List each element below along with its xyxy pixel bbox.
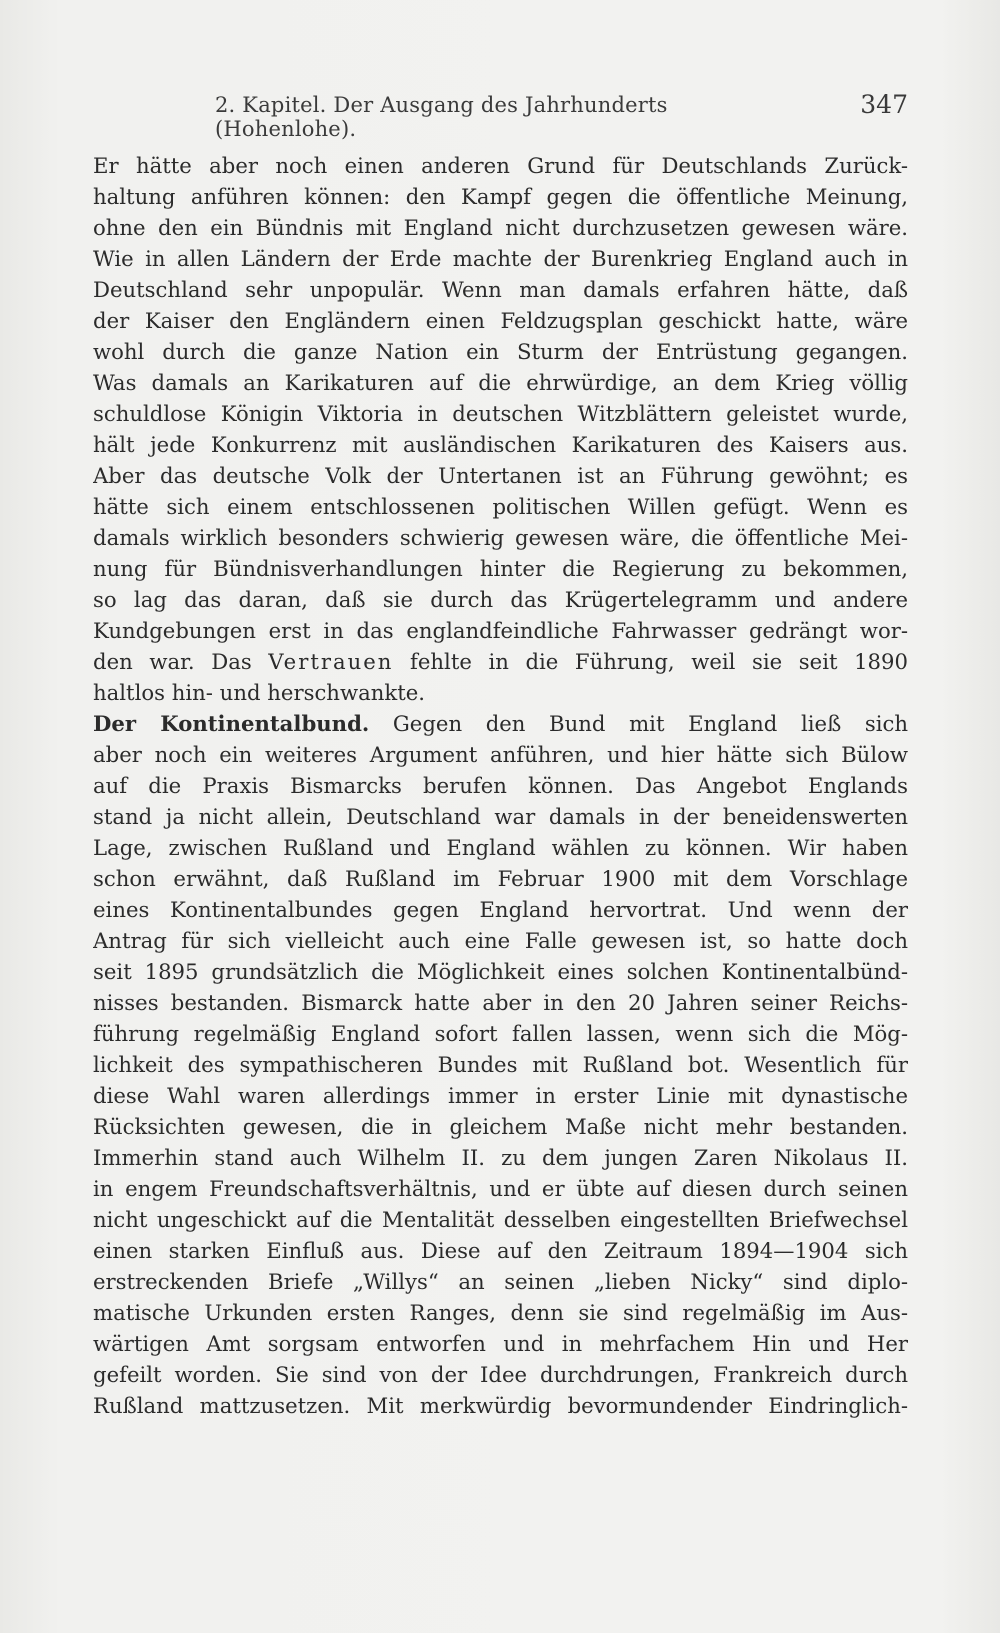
- text-line: hätte sich einem entschlossenen politischen Willen gefügt. Wenn es: [93, 494, 908, 519]
- section-heading: Der Kontinentalbund.: [93, 711, 370, 736]
- text-segment: den war. Das: [93, 649, 269, 674]
- text-line: Kundgebungen erst in das englandfeindliche Fahrwasser gedrängt wor-: [93, 618, 908, 643]
- text-line: so lag das daran, daß sie durch das Krügertelegramm und andere: [93, 587, 908, 612]
- text-line: führung regelmäßig England sofort fallen lassen, wenn sich die Mög-: [93, 1021, 908, 1046]
- emphasized-word: Vertrauen: [268, 649, 394, 674]
- text-line: Wie in allen Ländern der Erde machte der Burenkrieg England auch in: [93, 246, 908, 271]
- text-line: Rußland mattzusetzen. Mit merkwürdig bevormundender Eindringlich-: [93, 1393, 908, 1418]
- text-line: Deutschland sehr unpopulär. Wenn man damals erfahren hätte, daß: [93, 277, 908, 302]
- text-line: stand ja nicht allein, Deutschland war damals in der beneidenswerten: [93, 804, 908, 829]
- text-line: hält jede Konkurrenz mit ausländischen Karikaturen des Kaisers aus.: [93, 432, 908, 457]
- text-line: Was damals an Karikaturen auf die ehrwürdige, an dem Krieg völlig: [93, 370, 908, 395]
- text-line: schuldlose Königin Viktoria in deutschen Witzblättern geleistet wurde,: [93, 401, 908, 426]
- text-line: in engem Freundschaftsverhältnis, und er übte auf diesen durch seinen: [93, 1176, 908, 1201]
- text-line: gefeilt worden. Sie sind von der Idee durchdrungen, Frankreich durch: [93, 1362, 908, 1387]
- text-line: Immerhin stand auch Wilhelm II. zu dem jungen Zaren Nikolaus II.: [93, 1145, 908, 1170]
- text-line: der Kaiser den Engländern einen Feldzugsplan geschickt hatte, wäre: [93, 308, 908, 333]
- text-line: auf die Praxis Bismarcks berufen können. Das Angebot Englands: [93, 773, 908, 798]
- text-line: Lage, zwischen Rußland und England wählen zu können. Wir haben: [93, 835, 908, 860]
- text-line: haltung anführen können: den Kampf gegen die öffentliche Meinung,: [93, 184, 908, 209]
- text-line: Rücksichten gewesen, die in gleichem Maße nicht mehr bestanden.: [93, 1114, 908, 1139]
- text-line: Er hätte aber noch einen anderen Grund für Deutschlands Zurück-: [93, 153, 908, 178]
- text-line: [93, 708, 908, 739]
- text-line: schon erwähnt, daß Rußland im Februar 1900 mit dem Vorschlage: [93, 866, 908, 891]
- text-line: diese Wahl waren allerdings immer in erster Linie mit dynastische: [93, 1083, 908, 1108]
- text-line: einen starken Einfluß aus. Diese auf den Zeitraum 1894—1904 sich: [93, 1238, 908, 1263]
- page-number: 347: [860, 90, 908, 119]
- text-line: seit 1895 grundsätzlich die Möglichkeit eines solchen Kontinentalbünd-: [93, 959, 908, 984]
- text-line: nung für Bündnisverhandlungen hinter die Regierung zu bekommen,: [93, 556, 908, 581]
- text-line: matische Urkunden ersten Ranges, denn sie sind regelmäßig im Aus-: [93, 1300, 908, 1325]
- running-head: 2. Kapitel. Der Ausgang des Jahrhunderts (Hohenlohe).: [215, 93, 668, 141]
- body-text: [93, 150, 908, 1421]
- text-line: nisses bestanden. Bismarck hatte aber in den 20 Jahren seiner Reichs-: [93, 990, 908, 1015]
- text-line: eines Kontinentalbundes gegen England hervortrat. Und wenn der: [93, 897, 908, 922]
- paragraph-end-line: haltlos hin- und herschwankte.: [93, 680, 425, 705]
- text-line: wohl durch die ganze Nation ein Sturm der Entrüstung gegangen.: [93, 339, 908, 364]
- text-line: damals wirklich besonders schwierig gewesen wäre, die öffentliche Mei-: [93, 525, 908, 550]
- text-line: ohne den ein Bündnis mit England nicht durchzusetzen gewesen wäre.: [93, 215, 908, 240]
- text-segment: Gegen den Bund mit England ließ sich: [369, 711, 908, 736]
- text-line: erstreckenden Briefe „Willys“ an seinen „lieben Nicky“ sind diplo-: [93, 1269, 908, 1294]
- text-line: [93, 646, 908, 677]
- text-line: Aber das deutsche Volk der Untertanen ist an Führung gewöhnt; es: [93, 463, 908, 488]
- text-line: lichkeit des sympathischeren Bundes mit Rußland bot. Wesentlich für: [93, 1052, 908, 1077]
- text-line: Antrag für sich vielleicht auch eine Falle gewesen ist, so hatte doch: [93, 928, 908, 953]
- text-line: nicht ungeschickt auf die Mentalität desselben eingestellten Briefwechsel: [93, 1207, 908, 1232]
- text-segment: fehlte in die Führung, weil sie seit 1890: [393, 649, 908, 674]
- text-line: wärtigen Amt sorgsam entworfen und in mehrfachem Hin und Her: [93, 1331, 908, 1356]
- text-line: aber noch ein weiteres Argument anführen, und hier hätte sich Bülow: [93, 742, 908, 767]
